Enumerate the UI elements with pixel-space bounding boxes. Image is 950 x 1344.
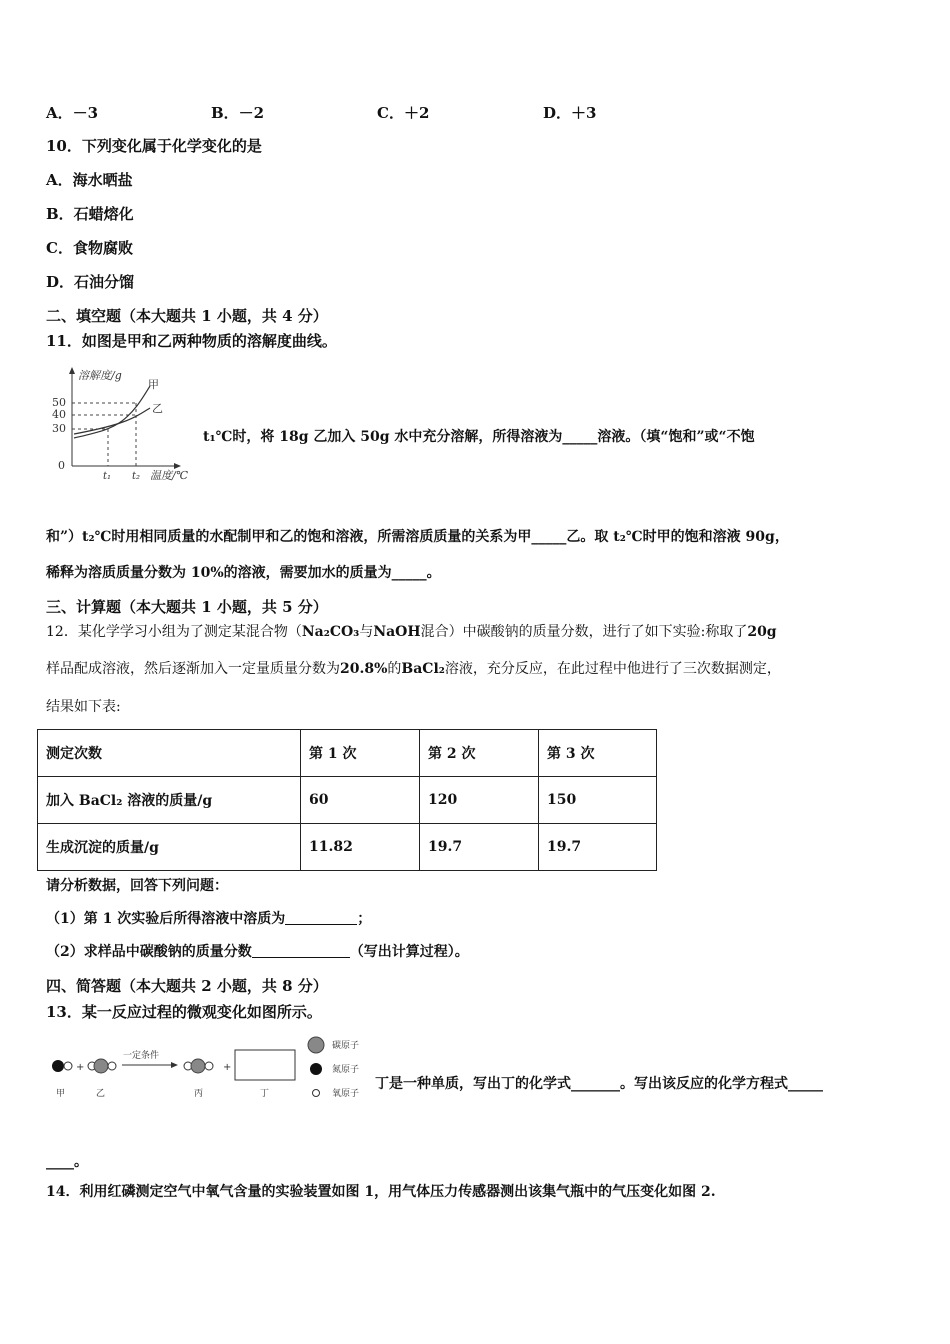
svg-text:+: +	[223, 1062, 232, 1073]
table-cell: 11.82	[301, 824, 420, 871]
table-cell: 测定次数	[38, 730, 301, 777]
q12-sub-2: （2）求样品中碳酸钠的质量分数 （写出计算过程）。	[46, 944, 469, 960]
q10-option-c: C．食物腐败	[46, 239, 133, 257]
xtick-t1: t₁	[103, 471, 112, 482]
q13-tail: ____。	[46, 1154, 88, 1170]
q11-line-1: t₁℃时，将 18g 乙加入 50g 水中充分溶解，所得溶液为_____溶液。（填“饱和”或“不饱	[203, 429, 755, 445]
q13-text: 丁是一种单质，写出丁的化学式_______。写出该反应的化学方程式_____	[375, 1076, 823, 1092]
label-jia: 甲	[56, 1089, 66, 1099]
q9-option-a: A．－3	[46, 104, 99, 122]
figure-ylabel: 溶解度/g	[78, 369, 122, 382]
table-cell: 第 3 次	[539, 730, 657, 777]
svg-text:+: +	[76, 1062, 85, 1073]
ytick-40: 40	[52, 408, 66, 421]
table-cell: 19.7	[539, 824, 657, 871]
table-cell: 加入 BaCl₂ 溶液的质量/g	[38, 777, 301, 824]
legend-carbon: 碳原子	[332, 1041, 360, 1051]
q9-option-d: D．＋3	[543, 104, 597, 122]
ytick-50: 50	[52, 396, 66, 409]
molecule-ding-box	[235, 1050, 295, 1080]
ytick-0: 0	[58, 459, 65, 472]
molecule-bing-c	[191, 1059, 205, 1073]
q10-stem: 10．下列变化属于化学变化的是	[46, 137, 262, 155]
section-4-heading: 四、简答题（本大题共 2 小题，共 8 分）	[46, 977, 328, 995]
answer-blank[interactable]	[285, 910, 357, 925]
answer-blank[interactable]	[252, 943, 350, 958]
molecule-yi-o2	[108, 1062, 116, 1070]
table-cell: 19.7	[420, 824, 539, 871]
solubility-curve-figure	[50, 366, 205, 488]
table-cell: 第 1 次	[301, 730, 420, 777]
q10-option-b: B．石蜡熔化	[46, 205, 134, 223]
section-3-heading: 三、计算题（本大题共 1 小题，共 5 分）	[46, 598, 328, 616]
reaction-condition: 一定条件	[123, 1051, 160, 1061]
label-ding: 丁	[260, 1089, 270, 1099]
curve-jia	[74, 386, 150, 438]
table-cell: 60	[301, 777, 420, 824]
q9-option-b: B．－2	[211, 104, 265, 122]
q12-sub-1: （1）第 1 次实验后所得溶液中溶质为 ；	[46, 911, 372, 927]
q12-line-2: 样品配成溶液，然后逐渐加入一定量质量分数为20.8%的BaCl₂溶液，充分反应，在此过程中他进行了三次数据测定，	[46, 661, 781, 677]
q14-stem: 14．利用红磷测定空气中氧气含量的实验装置如图 1，用气体压力传感器测出该集气瓶中的气压变化如图 2.	[46, 1184, 716, 1200]
q9-option-c: C．＋2	[377, 104, 430, 122]
legend-nitrogen-icon	[310, 1063, 322, 1075]
table-cell: 120	[420, 777, 539, 824]
table-header-row	[38, 730, 657, 777]
q11-line-2: 和”）t₂℃时用相同质量的水配制甲和乙的饱和溶液，所需溶质质量的关系为甲_____乙。取 t₂℃时甲的饱和溶液 90g，	[46, 529, 789, 545]
table-cell: 第 2 次	[420, 730, 539, 777]
section-2-heading: 二、填空题（本大题共 1 小题，共 4 分）	[46, 307, 328, 325]
figure-xlabel: 温度/℃	[150, 469, 189, 482]
molecule-yi-c	[94, 1059, 108, 1073]
q12-line-1: 12．某化学学习小组为了测定某混合物（Na₂CO₃与NaOH混合）中碳酸钠的质量分数，进行了如下实验:称取了20g	[46, 624, 777, 640]
q12-analysis: 请分析数据，回答下列问题：	[46, 878, 228, 894]
legend-nitrogen: 氮原子	[332, 1065, 360, 1075]
q12-line-3: 结果如下表:	[46, 699, 121, 715]
curve-label-yi: 乙	[152, 402, 163, 415]
legend-oxygen-icon	[313, 1090, 320, 1097]
molecule-jia-o	[64, 1062, 72, 1070]
table-cell: 生成沉淀的质量/g	[38, 824, 301, 871]
curve-label-jia: 甲	[148, 378, 159, 391]
xtick-t2: t₂	[132, 471, 141, 482]
table-cell: 150	[539, 777, 657, 824]
q11-line-3: 稀释为溶质质量分数为 10%的溶液，需要加水的质量为_____。	[46, 565, 441, 581]
reaction-micro-figure	[46, 1032, 376, 1104]
molecule-jia-n	[52, 1060, 64, 1072]
q13-stem: 13．某一反应过程的微观变化如图所示。	[46, 1003, 322, 1021]
curve-yi	[74, 408, 150, 434]
legend-carbon-icon	[308, 1037, 324, 1053]
label-yi: 乙	[96, 1089, 106, 1099]
ytick-30: 30	[52, 422, 66, 435]
molecule-bing-o2	[205, 1062, 213, 1070]
q10-option-d: D．石油分馏	[46, 273, 135, 291]
q11-stem: 11．如图是甲和乙两种物质的溶解度曲线。	[46, 332, 337, 350]
table-row	[38, 824, 657, 871]
q10-option-a: A．海水晒盐	[46, 171, 133, 189]
legend-oxygen: 氧原子	[332, 1089, 360, 1099]
label-bing: 丙	[194, 1089, 204, 1099]
q12-data-table	[37, 729, 657, 871]
table-row	[38, 777, 657, 824]
